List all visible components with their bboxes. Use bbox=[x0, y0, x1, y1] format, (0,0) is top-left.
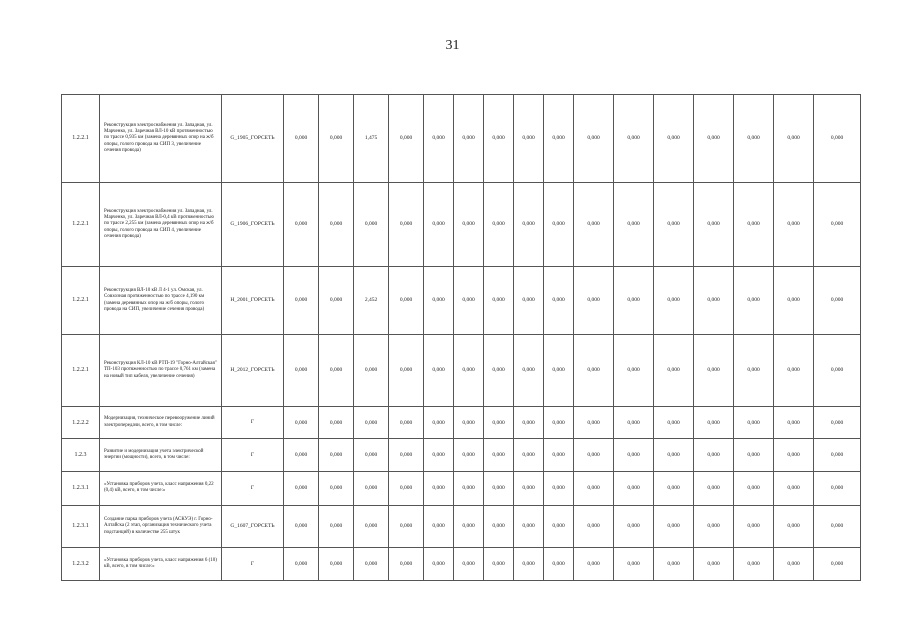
value-cell: 0,000 bbox=[484, 407, 514, 439]
value-cell: 0,000 bbox=[814, 267, 861, 335]
value-cell: 0,000 bbox=[654, 95, 694, 183]
value-cell: 2,452 bbox=[354, 267, 389, 335]
table-row bbox=[62, 183, 861, 267]
value-cell: 0,000 bbox=[424, 267, 454, 335]
value-cell: 0,000 bbox=[354, 471, 389, 505]
row-description: Реконструкция КЛ-10 кВ РТП-19 "Горно-Алтайская" ТП-103 протяженностью по трассе 0,761 км (замена на новый тип кабеля, увеличение сечения) bbox=[100, 335, 222, 407]
value-cell: 0,000 bbox=[734, 407, 774, 439]
value-cell: 0,000 bbox=[284, 183, 319, 267]
value-cell: 0,000 bbox=[614, 335, 654, 407]
value-cell: 0,000 bbox=[284, 471, 319, 505]
row-description: Реконструкция электроснабжения ул. Западная, ул. Марченко, ул. Заречная ВЛ-10 кВ протяженностью по трассе 0,935 км (замена деревянных опор на ж/б опоры, голого провода на СИП 3, увеличение сечения провода) bbox=[100, 95, 222, 183]
value-cell: 0,000 bbox=[284, 547, 319, 580]
value-cell: 0,000 bbox=[814, 439, 861, 471]
value-cell: 0,000 bbox=[424, 407, 454, 439]
row-description: Модернизация, техническое перевооружение линий электропередачи, всего, в том числе: bbox=[100, 407, 222, 439]
value-cell: 0,000 bbox=[734, 439, 774, 471]
value-cell: 0,000 bbox=[614, 439, 654, 471]
row-code: 1.2.2.1 bbox=[62, 95, 100, 183]
value-cell: 0,000 bbox=[654, 267, 694, 335]
value-cell: 0,000 bbox=[574, 407, 614, 439]
table-row bbox=[62, 407, 861, 439]
row-description: Создание парка приборов учета (АСКУЭ) г. Горно-Алтайска (2 этап, организация технического учета подстанций) в количестве 255 штук bbox=[100, 505, 222, 547]
value-cell: 0,000 bbox=[574, 267, 614, 335]
value-cell: 0,000 bbox=[574, 335, 614, 407]
value-cell: 0,000 bbox=[774, 505, 814, 547]
value-cell: 0,000 bbox=[774, 439, 814, 471]
value-cell: 0,000 bbox=[654, 471, 694, 505]
row-code: 1.2.2.2 bbox=[62, 407, 100, 439]
value-cell: 0,000 bbox=[389, 471, 424, 505]
row-identifier: Г bbox=[222, 547, 284, 580]
value-cell: 0,000 bbox=[774, 471, 814, 505]
value-cell: 0,000 bbox=[694, 95, 734, 183]
value-cell: 0,000 bbox=[774, 407, 814, 439]
row-identifier: Г bbox=[222, 471, 284, 505]
value-cell: 0,000 bbox=[484, 335, 514, 407]
value-cell: 0,000 bbox=[544, 267, 574, 335]
value-cell: 0,000 bbox=[389, 505, 424, 547]
value-cell: 0,000 bbox=[284, 335, 319, 407]
value-cell: 0,000 bbox=[424, 183, 454, 267]
row-identifier: G_1607_ГОРСЕТЬ bbox=[222, 505, 284, 547]
value-cell: 0,000 bbox=[354, 547, 389, 580]
row-identifier: Г bbox=[222, 439, 284, 471]
value-cell: 0,000 bbox=[694, 547, 734, 580]
value-cell: 0,000 bbox=[774, 335, 814, 407]
value-cell: 0,000 bbox=[454, 95, 484, 183]
table-row bbox=[62, 471, 861, 505]
value-cell: 0,000 bbox=[694, 471, 734, 505]
value-cell: 0,000 bbox=[319, 95, 354, 183]
value-cell: 0,000 bbox=[319, 335, 354, 407]
value-cell: 0,000 bbox=[774, 267, 814, 335]
value-cell: 0,000 bbox=[544, 183, 574, 267]
value-cell: 0,000 bbox=[424, 547, 454, 580]
table-row bbox=[62, 267, 861, 335]
value-cell: 0,000 bbox=[319, 547, 354, 580]
value-cell: 0,000 bbox=[319, 267, 354, 335]
value-cell: 0,000 bbox=[389, 439, 424, 471]
value-cell: 0,000 bbox=[574, 183, 614, 267]
value-cell: 0,000 bbox=[694, 335, 734, 407]
value-cell: 0,000 bbox=[614, 505, 654, 547]
value-cell: 0,000 bbox=[814, 471, 861, 505]
value-cell: 0,000 bbox=[544, 407, 574, 439]
row-code: 1.2.3.1 bbox=[62, 505, 100, 547]
value-cell: 0,000 bbox=[424, 505, 454, 547]
value-cell: 0,000 bbox=[284, 95, 319, 183]
value-cell: 0,000 bbox=[454, 183, 484, 267]
table-body bbox=[62, 95, 861, 581]
value-cell: 0,000 bbox=[424, 335, 454, 407]
value-cell: 0,000 bbox=[319, 407, 354, 439]
value-cell: 0,000 bbox=[654, 335, 694, 407]
row-identifier: Г bbox=[222, 407, 284, 439]
row-identifier: H_2012_ГОРСЕТЬ bbox=[222, 335, 284, 407]
table-row bbox=[62, 95, 861, 183]
value-cell: 0,000 bbox=[389, 267, 424, 335]
row-identifier: H_2001_ГОРСЕТЬ bbox=[222, 267, 284, 335]
value-cell: 0,000 bbox=[654, 407, 694, 439]
value-cell: 0,000 bbox=[574, 547, 614, 580]
value-cell: 0,000 bbox=[814, 407, 861, 439]
value-cell: 0,000 bbox=[514, 407, 544, 439]
value-cell: 0,000 bbox=[454, 439, 484, 471]
row-identifier: G_1906_ГОРСЕТЬ bbox=[222, 183, 284, 267]
value-cell: 0,000 bbox=[484, 439, 514, 471]
value-cell: 0,000 bbox=[814, 95, 861, 183]
row-code: 1.2.3 bbox=[62, 439, 100, 471]
value-cell: 0,000 bbox=[734, 505, 774, 547]
value-cell: 0,000 bbox=[454, 547, 484, 580]
value-cell: 0,000 bbox=[319, 439, 354, 471]
page-number: 31 bbox=[445, 38, 460, 53]
value-cell: 0,000 bbox=[514, 95, 544, 183]
table-row bbox=[62, 505, 861, 547]
value-cell: 0,000 bbox=[354, 335, 389, 407]
value-cell: 0,000 bbox=[389, 407, 424, 439]
row-code: 1.2.3.1 bbox=[62, 471, 100, 505]
value-cell: 0,000 bbox=[484, 471, 514, 505]
row-description: Реконструкция ВЛ-10 кВ Л 4-1 ул. Омская, ул. Совхозная протяженностью по трассе 4,190 км (замена деревянных опор на ж/б опоры, голого провода на СИП, увеличение сечения провода) bbox=[100, 267, 222, 335]
value-cell: 0,000 bbox=[484, 267, 514, 335]
value-cell: 1,475 bbox=[354, 95, 389, 183]
value-cell: 0,000 bbox=[654, 547, 694, 580]
value-cell: 0,000 bbox=[284, 407, 319, 439]
value-cell: 0,000 bbox=[389, 183, 424, 267]
value-cell: 0,000 bbox=[614, 547, 654, 580]
value-cell: 0,000 bbox=[284, 267, 319, 335]
value-cell: 0,000 bbox=[454, 407, 484, 439]
value-cell: 0,000 bbox=[574, 505, 614, 547]
value-cell: 0,000 bbox=[814, 183, 861, 267]
value-cell: 0,000 bbox=[694, 505, 734, 547]
value-cell: 0,000 bbox=[354, 505, 389, 547]
value-cell: 0,000 bbox=[454, 335, 484, 407]
value-cell: 0,000 bbox=[614, 471, 654, 505]
value-cell: 0,000 bbox=[814, 505, 861, 547]
row-description: Развитие и модернизация учета электрической энергии (мощности), всего, в том числе: bbox=[100, 439, 222, 471]
value-cell: 0,000 bbox=[514, 183, 544, 267]
value-cell: 0,000 bbox=[734, 267, 774, 335]
value-cell: 0,000 bbox=[354, 407, 389, 439]
value-cell: 0,000 bbox=[454, 471, 484, 505]
value-cell: 0,000 bbox=[544, 547, 574, 580]
row-description: «Установка приборов учета, класс напряжения 6 (10) кВ, всего, в том числе:» bbox=[100, 547, 222, 580]
value-cell: 0,000 bbox=[694, 407, 734, 439]
row-code: 1.2.3.2 bbox=[62, 547, 100, 580]
value-cell: 0,000 bbox=[614, 183, 654, 267]
value-cell: 0,000 bbox=[544, 471, 574, 505]
value-cell: 0,000 bbox=[574, 439, 614, 471]
row-identifier: G_1905_ГОРСЕТЬ bbox=[222, 95, 284, 183]
table-row bbox=[62, 335, 861, 407]
value-cell: 0,000 bbox=[614, 407, 654, 439]
value-cell: 0,000 bbox=[694, 267, 734, 335]
value-cell: 0,000 bbox=[614, 267, 654, 335]
value-cell: 0,000 bbox=[284, 439, 319, 471]
row-code: 1.2.2.1 bbox=[62, 183, 100, 267]
value-cell: 0,000 bbox=[319, 183, 354, 267]
value-cell: 0,000 bbox=[774, 183, 814, 267]
value-cell: 0,000 bbox=[319, 505, 354, 547]
value-cell: 0,000 bbox=[514, 505, 544, 547]
row-code: 1.2.2.1 bbox=[62, 267, 100, 335]
value-cell: 0,000 bbox=[544, 95, 574, 183]
value-cell: 0,000 bbox=[389, 95, 424, 183]
value-cell: 0,000 bbox=[734, 471, 774, 505]
value-cell: 0,000 bbox=[514, 335, 544, 407]
value-cell: 0,000 bbox=[514, 471, 544, 505]
value-cell: 0,000 bbox=[694, 183, 734, 267]
row-description: «Установка приборов учета, класс напряжения 0,22 (0,4) кВ, всего, в том числе:» bbox=[100, 471, 222, 505]
value-cell: 0,000 bbox=[514, 267, 544, 335]
row-description: Реконструкция электроснабжения ул. Западная, ул. Марченко, ул. Заречная ВЛ-0,4 кВ протяженностью по трассе 2,255 км (замена деревянных опор на ж/б опоры, голого провода на СИП 4, увеличение сечения провода) bbox=[100, 183, 222, 267]
value-cell: 0,000 bbox=[354, 183, 389, 267]
value-cell: 0,000 bbox=[389, 335, 424, 407]
value-cell: 0,000 bbox=[614, 95, 654, 183]
value-cell: 0,000 bbox=[544, 505, 574, 547]
table-row bbox=[62, 439, 861, 471]
value-cell: 0,000 bbox=[484, 95, 514, 183]
value-cell: 0,000 bbox=[389, 547, 424, 580]
value-cell: 0,000 bbox=[574, 471, 614, 505]
value-cell: 0,000 bbox=[484, 547, 514, 580]
value-cell: 0,000 bbox=[514, 439, 544, 471]
value-cell: 0,000 bbox=[654, 439, 694, 471]
value-cell: 0,000 bbox=[734, 335, 774, 407]
value-cell: 0,000 bbox=[814, 547, 861, 580]
value-cell: 0,000 bbox=[319, 471, 354, 505]
value-cell: 0,000 bbox=[654, 505, 694, 547]
value-cell: 0,000 bbox=[514, 547, 544, 580]
value-cell: 0,000 bbox=[574, 95, 614, 183]
value-cell: 0,000 bbox=[814, 335, 861, 407]
value-cell: 0,000 bbox=[544, 439, 574, 471]
value-cell: 0,000 bbox=[454, 267, 484, 335]
value-cell: 0,000 bbox=[354, 439, 389, 471]
value-cell: 0,000 bbox=[544, 335, 574, 407]
value-cell: 0,000 bbox=[454, 505, 484, 547]
value-cell: 0,000 bbox=[424, 95, 454, 183]
value-cell: 0,000 bbox=[284, 505, 319, 547]
row-code: 1.2.2.1 bbox=[62, 335, 100, 407]
value-cell: 0,000 bbox=[774, 95, 814, 183]
value-cell: 0,000 bbox=[694, 439, 734, 471]
value-cell: 0,000 bbox=[484, 183, 514, 267]
value-cell: 0,000 bbox=[424, 471, 454, 505]
value-cell: 0,000 bbox=[734, 183, 774, 267]
value-cell: 0,000 bbox=[734, 547, 774, 580]
value-cell: 0,000 bbox=[424, 439, 454, 471]
investment-table bbox=[61, 94, 861, 581]
value-cell: 0,000 bbox=[484, 505, 514, 547]
table-row bbox=[62, 547, 861, 580]
value-cell: 0,000 bbox=[774, 547, 814, 580]
value-cell: 0,000 bbox=[734, 95, 774, 183]
value-cell: 0,000 bbox=[654, 183, 694, 267]
